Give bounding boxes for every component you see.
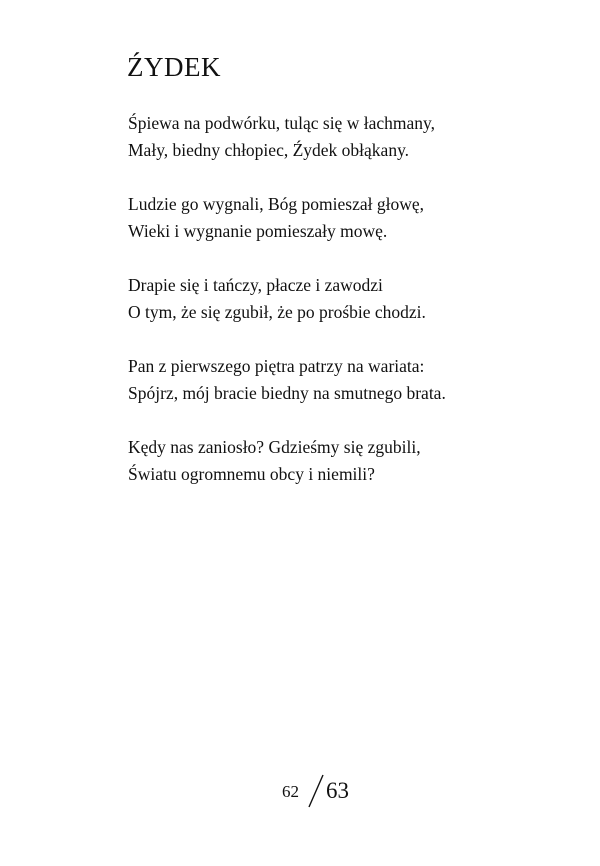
poem-line: Pan z pierwszego piętra patrzy na wariata:	[128, 356, 425, 376]
poem-line: Ludzie go wygnali, Bóg pomieszał głowę,	[128, 194, 424, 214]
poem-line: Mały, biedny chłopiec, Źydek obłąkany.	[128, 140, 410, 160]
stanza	[128, 353, 548, 407]
poem-line: Wieki i wygnanie pomieszały mowę.	[128, 221, 388, 241]
current-page-number: 62	[282, 782, 299, 801]
stanza	[128, 110, 548, 164]
page-separator-slash	[306, 774, 326, 808]
stanza	[128, 272, 548, 326]
poem-title: ŹYDEK	[127, 52, 221, 82]
total-page-count: 63	[326, 778, 349, 803]
poem-line: Światu ogromnemu obcy i niemili?	[128, 464, 375, 484]
stanza	[128, 434, 548, 488]
poem-line: O tym, że się zgubił, że po prośbie chodzi.	[128, 302, 426, 322]
poem-line: Drapie się i tańczy, płacze i zawodzi	[128, 275, 383, 295]
poem-body	[128, 110, 548, 515]
page-indicator	[282, 772, 362, 812]
poem-line: Kędy nas zaniosło? Gdzieśmy się zgubili,	[128, 437, 421, 457]
poem-line: Śpiewa na podwórku, tuląc się w łachmany,	[128, 113, 435, 133]
stanza	[128, 191, 548, 245]
poem-line: Spójrz, mój bracie biedny na smutnego brata.	[128, 383, 446, 403]
